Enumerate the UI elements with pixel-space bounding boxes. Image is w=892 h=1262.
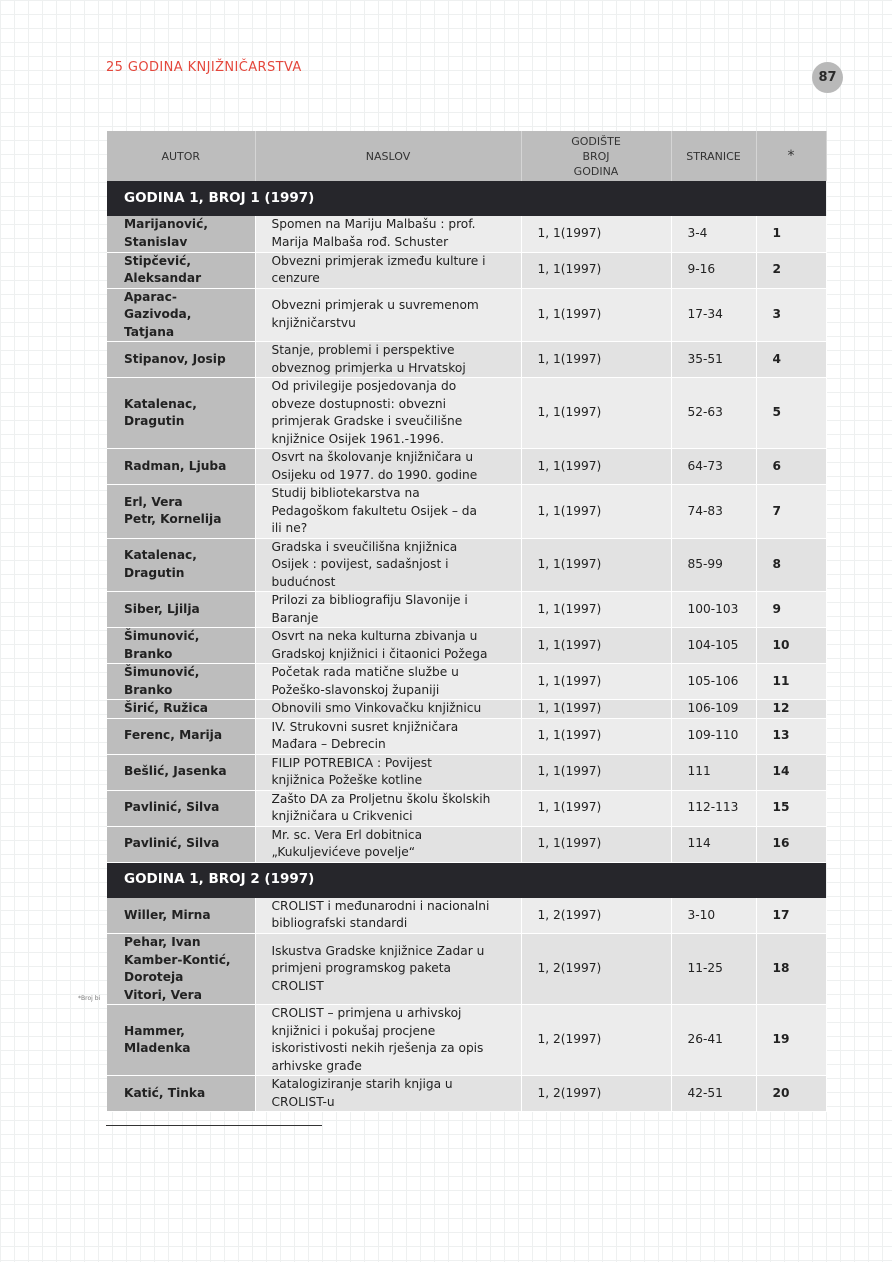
index-cell: 18 — [756, 934, 826, 1005]
pages-cell: 26-41 — [671, 1005, 756, 1076]
title-line: Zašto DA za Proljetnu školu školskih — [271, 791, 491, 806]
index-cell: 6 — [756, 449, 826, 485]
index-cell: 4 — [756, 342, 826, 378]
title-line: Spomen na Mariju Malbašu : prof. — [271, 217, 476, 232]
issue-cell: 1, 1(1997) — [521, 378, 671, 449]
author-line: Gazivoda, — [124, 307, 192, 321]
title-line: Gradska i sveučilišna knjižnica — [271, 539, 458, 554]
table-header-row — [107, 131, 826, 181]
pages-cell: 35-51 — [671, 342, 756, 378]
section-heading-row — [107, 862, 826, 898]
index-cell: 19 — [756, 1005, 826, 1076]
title-line: Obnovili smo Vinkovačku knjižnicu — [271, 701, 482, 715]
title-cell — [255, 449, 521, 485]
author-line: Stipanov, Josip — [124, 351, 226, 366]
author-line: Branko — [124, 646, 173, 661]
table-row — [107, 592, 826, 628]
title-line: Osijeku od 1977. do 1990. godine — [271, 467, 478, 482]
table-row — [107, 538, 826, 592]
title-line: arhivske građe — [271, 1058, 362, 1073]
title-cell — [255, 718, 521, 754]
column-header-title: NASLOV — [255, 131, 521, 181]
title-cell — [255, 700, 521, 719]
author-line: Mladenka — [124, 1041, 191, 1055]
pages-cell: 3-4 — [671, 216, 756, 252]
author-cell — [107, 628, 255, 664]
title-cell — [255, 628, 521, 664]
author-line: Stipčević, — [124, 253, 191, 268]
running-title: 25 GODINA KNJIŽNIČARSTVA — [106, 60, 302, 75]
index-cell: 2 — [756, 252, 826, 288]
author-cell — [107, 1076, 255, 1112]
author-line: Erl, Vera — [124, 494, 183, 509]
title-line: obveznog primjerka u Hrvatskoj — [271, 360, 466, 375]
author-cell — [107, 288, 255, 342]
issue-cell: 1, 1(1997) — [521, 592, 671, 628]
issue-cell: 1, 1(1997) — [521, 754, 671, 790]
title-line: Gradskoj knjižnici i čitaonici Požega — [271, 646, 488, 661]
author-line: Bešlić, Jasenka — [124, 764, 227, 779]
title-cell — [255, 538, 521, 592]
table-row — [107, 216, 826, 252]
index-cell: 14 — [756, 754, 826, 790]
title-line: Baranje — [271, 610, 319, 625]
author-line: Tatjana — [124, 324, 175, 339]
index-cell: 16 — [756, 826, 826, 862]
author-cell — [107, 718, 255, 754]
pages-cell: 105-106 — [671, 664, 756, 700]
issue-cell: 1, 1(1997) — [521, 718, 671, 754]
table-row — [107, 1005, 826, 1076]
section-heading: GODINA 1, BROJ 2 (1997) — [107, 862, 826, 898]
title-cell — [255, 216, 521, 252]
author-line: Katalenac, — [124, 396, 197, 411]
issue-cell: 1, 1(1997) — [521, 790, 671, 826]
section-heading-row — [107, 181, 826, 216]
table-row — [107, 754, 826, 790]
author-line: Pavlinić, Silva — [124, 836, 220, 851]
title-line: Prilozi za bibliografiju Slavonije i — [271, 593, 468, 607]
title-line: cenzure — [271, 271, 320, 285]
column-header-index: * — [756, 131, 826, 181]
author-cell — [107, 700, 255, 719]
issue-cell: 1, 1(1997) — [521, 342, 671, 378]
author-line: Ferenc, Marija — [124, 728, 223, 743]
title-line: bibliografski standardi — [271, 916, 408, 931]
author-line: Šimunović, — [124, 665, 200, 679]
table-row — [107, 288, 826, 342]
title-cell — [255, 342, 521, 378]
column-header-author: AUTOR — [107, 131, 255, 181]
issue-cell: 1, 1(1997) — [521, 826, 671, 862]
section-heading: GODINA 1, BROJ 1 (1997) — [107, 181, 826, 216]
table-row — [107, 718, 826, 754]
author-cell — [107, 754, 255, 790]
title-cell — [255, 485, 521, 539]
pages-cell: 9-16 — [671, 252, 756, 288]
author-cell — [107, 826, 255, 862]
author-line: Širić, Ružica — [124, 701, 209, 715]
title-line: knjižničarstvu — [271, 315, 356, 330]
author-line: Aparac- — [124, 289, 177, 304]
title-line: Početak rada matične službe u — [271, 665, 459, 679]
index-cell: 3 — [756, 288, 826, 342]
index-cell: 1 — [756, 216, 826, 252]
table-row — [107, 342, 826, 378]
column-header-pages: STRANICE — [671, 131, 756, 181]
author-cell — [107, 485, 255, 539]
author-line: Kamber-Kontić, — [124, 952, 231, 967]
pages-cell: 85-99 — [671, 538, 756, 592]
title-line: Od privilegije posjedovanja do — [271, 379, 457, 393]
title-line: FILIP POTREBICA : Povijest — [271, 755, 432, 770]
author-line: Petr, Kornelija — [124, 512, 222, 527]
table-row — [107, 449, 826, 485]
pages-cell: 11-25 — [671, 934, 756, 1005]
title-line: Osvrt na školovanje knjižničara u — [271, 450, 474, 464]
author-line: Willer, Mirna — [124, 907, 211, 922]
issue-cell: 1, 1(1997) — [521, 485, 671, 539]
title-line: Marija Malbaša rođ. Schuster — [271, 234, 449, 249]
table-row — [107, 1076, 826, 1112]
title-cell — [255, 664, 521, 700]
index-cell: 10 — [756, 628, 826, 664]
author-cell — [107, 934, 255, 1005]
author-cell — [107, 378, 255, 449]
author-line: Pehar, Ivan — [124, 935, 201, 949]
index-cell: 9 — [756, 592, 826, 628]
title-line: Pedagoškom fakultetu Osijek – da — [271, 503, 478, 518]
table-row — [107, 378, 826, 449]
title-cell — [255, 288, 521, 342]
title-line: knjižničara u Crikvenici — [271, 809, 413, 823]
author-cell — [107, 898, 255, 934]
author-line: Doroteja — [124, 970, 184, 984]
page-number-badge: 87 — [812, 62, 843, 93]
title-line: knjižnica Požeške kotline — [271, 773, 423, 787]
author-line: Katić, Tinka — [124, 1085, 206, 1100]
title-line: IV. Strukovni susret knjižničara — [271, 719, 459, 734]
title-cell — [255, 378, 521, 449]
title-line: knjižnici i pokušaj procjene — [271, 1023, 436, 1038]
title-cell — [255, 898, 521, 934]
table-row — [107, 826, 826, 862]
title-line: primjerak Gradske i sveučilišne — [271, 414, 463, 428]
pages-cell: 104-105 — [671, 628, 756, 664]
author-line: Vitori, Vera — [124, 987, 202, 1002]
column-header-issue-line: GODIŠTE — [571, 134, 621, 148]
index-cell: 8 — [756, 538, 826, 592]
title-line: Osijek : povijest, sadašnjost i — [271, 557, 449, 571]
title-line: Mađara – Debrecin — [271, 737, 386, 751]
pages-cell: 42-51 — [671, 1076, 756, 1112]
pages-cell: 64-73 — [671, 449, 756, 485]
issue-cell: 1, 2(1997) — [521, 1076, 671, 1112]
author-cell — [107, 538, 255, 592]
index-cell: 7 — [756, 485, 826, 539]
title-line: primjeni programskog paketa — [271, 961, 452, 976]
title-cell — [255, 592, 521, 628]
pages-cell: 100-103 — [671, 592, 756, 628]
author-line: Radman, Ljuba — [124, 458, 227, 473]
author-cell — [107, 449, 255, 485]
issue-cell: 1, 2(1997) — [521, 898, 671, 934]
author-cell — [107, 342, 255, 378]
title-line: knjižnice Osijek 1961.-1996. — [271, 431, 444, 446]
footnote-marker: *Broj bi — [78, 995, 101, 1002]
issue-cell: 1, 2(1997) — [521, 934, 671, 1005]
title-cell — [255, 790, 521, 826]
table-row — [107, 664, 826, 700]
index-cell: 5 — [756, 378, 826, 449]
index-cell: 20 — [756, 1076, 826, 1112]
pages-cell: 52-63 — [671, 378, 756, 449]
author-cell — [107, 790, 255, 826]
title-line: Iskustva Gradske knjižnice Zadar u — [271, 943, 485, 958]
author-line: Aleksandar — [124, 271, 202, 285]
table-row — [107, 485, 826, 539]
issue-cell: 1, 1(1997) — [521, 628, 671, 664]
author-line: Šimunović, — [124, 629, 200, 643]
table-body — [107, 181, 826, 1112]
title-cell — [255, 252, 521, 288]
title-line: Katalogiziranje starih knjiga u — [271, 1077, 453, 1091]
pages-cell: 74-83 — [671, 485, 756, 539]
author-cell — [107, 216, 255, 252]
pages-cell: 112-113 — [671, 790, 756, 826]
title-line: ili ne? — [271, 521, 308, 535]
pages-cell: 114 — [671, 826, 756, 862]
column-header-issue — [521, 131, 671, 181]
title-line: iskoristivosti nekih rješenja za opis — [271, 1041, 484, 1055]
title-cell — [255, 1076, 521, 1112]
title-line: CROLIST — [271, 978, 324, 993]
table-row — [107, 898, 826, 934]
title-line: Osvrt na neka kulturna zbivanja u — [271, 629, 478, 643]
title-line: Obvezni primjerak u suvremenom — [271, 298, 479, 313]
bibliography-table — [107, 131, 827, 1112]
issue-cell: 1, 1(1997) — [521, 252, 671, 288]
table-row — [107, 628, 826, 664]
title-cell — [255, 1005, 521, 1076]
title-line: „Kukuljevićeve povelje“ — [271, 845, 416, 859]
table-row — [107, 934, 826, 1005]
author-line: Branko — [124, 682, 173, 697]
author-line: Hammer, — [124, 1023, 185, 1038]
title-cell — [255, 754, 521, 790]
title-line: CROLIST-u — [271, 1094, 335, 1109]
pages-cell: 109-110 — [671, 718, 756, 754]
title-cell — [255, 826, 521, 862]
issue-cell: 1, 1(1997) — [521, 538, 671, 592]
author-line: Siber, Ljilja — [124, 601, 200, 616]
footnote-rule — [106, 1125, 322, 1126]
pages-cell: 106-109 — [671, 700, 756, 719]
title-line: CROLIST i međunarodni i nacionalni — [271, 898, 490, 913]
title-line: Obvezni primjerak između kulture i — [271, 253, 486, 268]
issue-cell: 1, 1(1997) — [521, 700, 671, 719]
index-cell: 15 — [756, 790, 826, 826]
index-cell: 11 — [756, 664, 826, 700]
author-line: Dragutin — [124, 414, 185, 428]
title-line: CROLIST – primjena u arhivskoj — [271, 1006, 462, 1020]
column-header-issue-line: GODINA — [573, 164, 619, 178]
issue-cell: 1, 1(1997) — [521, 288, 671, 342]
index-cell: 12 — [756, 700, 826, 719]
issue-cell: 1, 1(1997) — [521, 216, 671, 252]
author-line: Dragutin — [124, 565, 185, 580]
title-line: Stanje, problemi i perspektive — [271, 343, 455, 357]
pages-cell: 111 — [671, 754, 756, 790]
index-cell: 17 — [756, 898, 826, 934]
issue-cell: 1, 1(1997) — [521, 664, 671, 700]
pages-cell: 3-10 — [671, 898, 756, 934]
author-line: Marijanović, — [124, 217, 208, 232]
issue-cell: 1, 1(1997) — [521, 449, 671, 485]
author-line: Stanislav — [124, 234, 188, 249]
column-header-issue-line: BROJ — [582, 149, 610, 163]
author-line: Katalenac, — [124, 548, 197, 563]
title-line: budućnost — [271, 574, 336, 589]
author-cell — [107, 252, 255, 288]
table-row — [107, 790, 826, 826]
title-line: obveze dostupnosti: obvezni — [271, 396, 447, 411]
title-cell — [255, 934, 521, 1005]
title-line: Mr. sc. Vera Erl dobitnica — [271, 827, 423, 842]
index-cell: 13 — [756, 718, 826, 754]
author-cell — [107, 1005, 255, 1076]
author-cell — [107, 664, 255, 700]
author-cell — [107, 592, 255, 628]
author-line: Pavlinić, Silva — [124, 800, 220, 815]
table-row — [107, 700, 826, 719]
pages-cell: 17-34 — [671, 288, 756, 342]
title-line: Požeško-slavonskoj županiji — [271, 682, 440, 697]
issue-cell: 1, 2(1997) — [521, 1005, 671, 1076]
table-row — [107, 252, 826, 288]
title-line: Studij bibliotekarstva na — [271, 486, 420, 500]
